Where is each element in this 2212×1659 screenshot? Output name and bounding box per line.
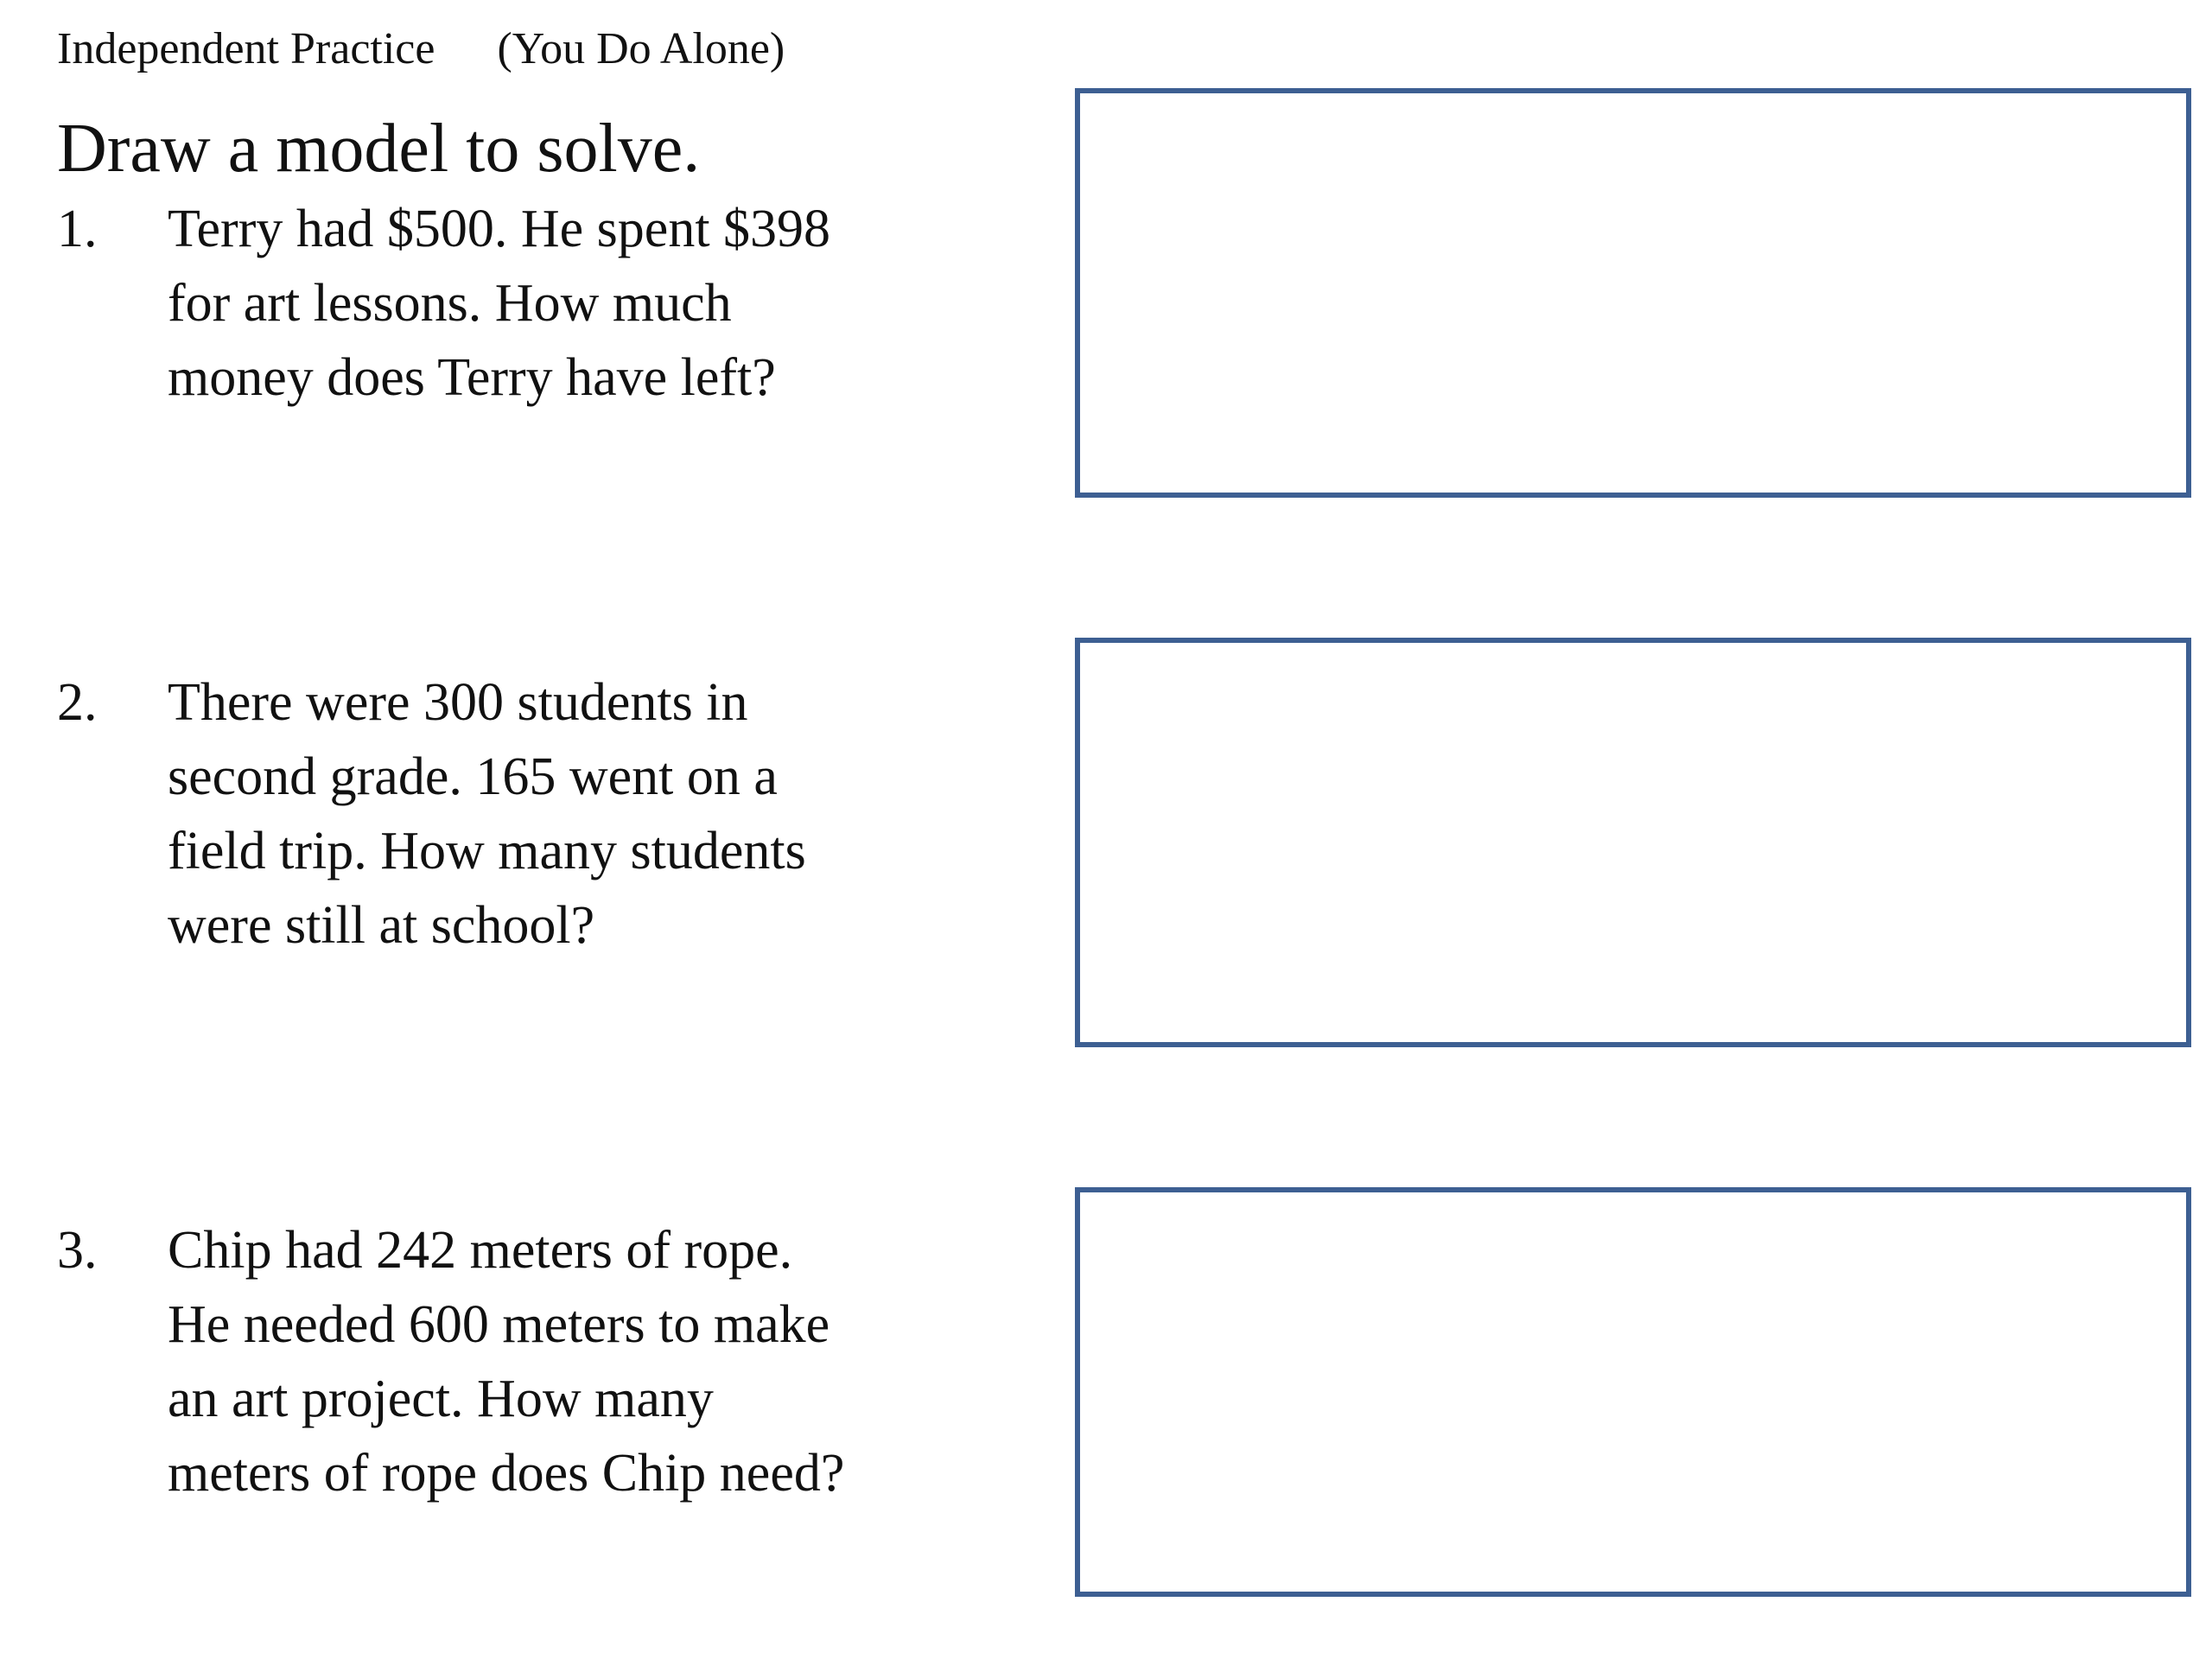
word-problem-3 xyxy=(57,1213,1016,1510)
problem-number: 1. xyxy=(57,200,98,258)
problem-line: an art project. How many xyxy=(168,1370,714,1428)
problem-line: Terry had $500. He spent $398 xyxy=(168,200,831,258)
problem-line: second grade. 165 went on a xyxy=(168,747,778,806)
problem-number: 3. xyxy=(57,1221,98,1280)
answer-box-3[interactable] xyxy=(1075,1187,2191,1597)
problem-number: 2. xyxy=(57,673,98,732)
problem-text xyxy=(168,192,1016,415)
header-subtitle: (You Do Alone) xyxy=(497,24,785,73)
problem-line: meters of rope does Chip need? xyxy=(168,1444,845,1503)
worksheet-header xyxy=(57,21,785,78)
header-title: Independent Practice xyxy=(57,24,435,73)
problem-text xyxy=(168,665,1016,963)
answer-box-1[interactable] xyxy=(1075,88,2191,498)
problem-line: for art lessons. How much xyxy=(168,274,732,333)
word-problem-2 xyxy=(57,665,1016,963)
problem-line: field trip. How many students xyxy=(168,822,806,880)
problem-line: Chip had 242 meters of rope. xyxy=(168,1221,793,1280)
problem-text xyxy=(168,1213,1016,1510)
problem-line: He needed 600 meters to make xyxy=(168,1295,830,1354)
instruction-heading: Draw a model to solve. xyxy=(57,111,701,187)
word-problem-1 xyxy=(57,192,1016,415)
problem-line: money does Terry have left? xyxy=(168,348,776,407)
problem-line: were still at school? xyxy=(168,896,595,955)
answer-box-2[interactable] xyxy=(1075,638,2191,1047)
problem-line: There were 300 students in xyxy=(168,673,748,732)
